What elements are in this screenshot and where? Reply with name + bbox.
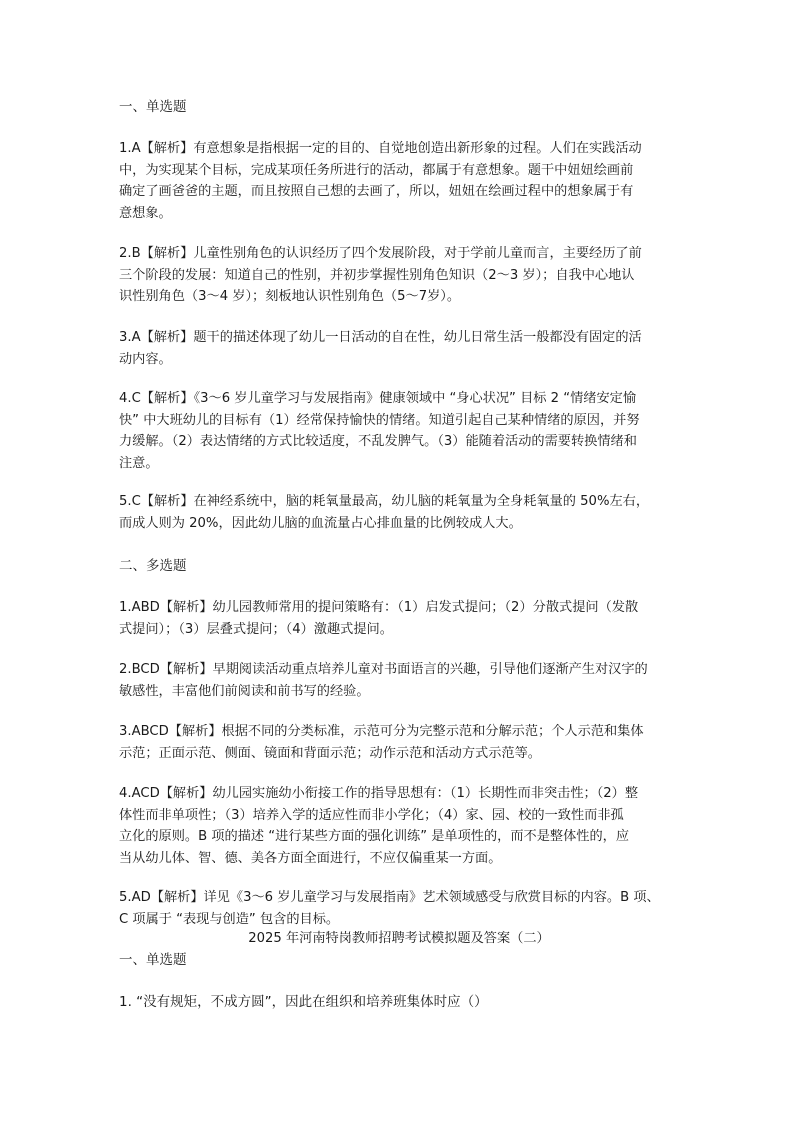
section-heading-multiple-choice: 二、多选题 bbox=[119, 558, 187, 574]
answer-line: C 项属于 “表现与创造” 包含的目标。 bbox=[119, 911, 340, 927]
answer-line: 快” 中大班幼儿的目标有（1）经常保持愉快的情绪。知道引起自己某种情绪的原因，并努 bbox=[119, 412, 640, 428]
answer-line: 识性别角色（3～4 岁）；刻板地认识性别角色（5～7岁）。 bbox=[119, 289, 461, 304]
answer-line: 4.ACD【解析】幼儿园实施幼小衔接工作的指导思想有：（1）长期性而非突击性；（2）整 bbox=[119, 786, 639, 801]
answer-line: 当从幼儿体、智、德、美各方面全面进行，不应仅偏重某一方面。 bbox=[119, 850, 502, 866]
answer-line: 2.B【解析】儿童性别角色的认识经历了四个发展阶段，对于学前儿童而言，主要经历了前 bbox=[119, 246, 642, 261]
answer-line: 3.A【解析】题干的描述体现了幼儿一日活动的自在性，幼儿日常生活一般都没有固定的活 bbox=[119, 330, 642, 345]
answer-multi-5 bbox=[119, 887, 679, 930]
answer-multi-2 bbox=[119, 659, 679, 702]
answer-line: 式提问）；（3）层叠式提问；（4）激趣式提问。 bbox=[119, 621, 393, 637]
section-heading-single-choice: 一、单选题 bbox=[119, 99, 187, 115]
answer-multi-4 bbox=[119, 783, 679, 869]
answer-multi-3 bbox=[119, 721, 679, 764]
answer-line: 3.ABCD【解析】根据不同的分类标准，示范可分为完整示范和分解示范；个人示范和集体 bbox=[119, 724, 644, 739]
section-heading-single-choice-2: 一、单选题 bbox=[119, 952, 187, 968]
answer-line: 5.C【解析】在神经系统中，脑的耗氧量最高，幼儿脑的耗氧量为全身耗氧量的 50%左右， bbox=[119, 494, 650, 509]
answer-line: 2.BCD【解析】早期阅读活动重点培养儿童对书面语言的兴趣，引导他们逐渐产生对汉字的 bbox=[119, 662, 648, 677]
answer-line: 确定了画爸爸的主题，而且按照自己想的去画了，所以，妞妞在绘画过程中的想象属于有 bbox=[119, 184, 634, 199]
answer-line: 三个阶段的发展：知道自己的性别，并初步掌握性别角色知识（2～3 岁）；自我中心地认 bbox=[119, 267, 635, 283]
answer-multi-1 bbox=[119, 597, 679, 640]
answer-line: 力缓解。（2）表达情绪的方式比较适度，不乱发脾气。（3）能随着活动的需要转换情绪和 bbox=[119, 434, 637, 449]
exam-title: 2025 年河南特岗教师招聘考试模拟题及答案（二） bbox=[248, 931, 550, 946]
answer-line: 1.A【解析】有意想象是指根据一定的目的、自觉地创造出新形象的过程。人们在实践活动 bbox=[119, 141, 642, 156]
answer-line: 动内容。 bbox=[119, 351, 172, 367]
answer-single-2 bbox=[119, 243, 679, 308]
answer-line: 中，为实现某个目标，完成某项任务所进行的活动，都属于有意想象。题干中妞妞绘画前 bbox=[119, 162, 634, 178]
answer-line: 1.ABD【解析】幼儿园教师常用的提问策略有：（1）启发式提问；（2）分散式提问（发散 bbox=[119, 600, 639, 615]
answer-single-1 bbox=[119, 138, 679, 224]
answer-single-4 bbox=[119, 388, 679, 474]
answer-line: 注意。 bbox=[119, 455, 159, 471]
answer-single-3 bbox=[119, 327, 679, 370]
answer-line: 立化的原则。B 项的描述 “进行某些方面的强化训练” 是单项性的，而不是整体性的，应 bbox=[119, 829, 630, 844]
answer-line: 意想象。 bbox=[119, 205, 172, 221]
answer-line: 体性而非单项性；（3）培养入学的适应性而非小学化；（4）家、园、校的一致性而非孤 bbox=[119, 807, 624, 823]
answer-line: 敏感性，丰富他们前阅读和前书写的经验。 bbox=[119, 683, 370, 699]
answer-single-5 bbox=[119, 491, 679, 534]
answer-line: 示范；正面示范、侧面、镜面和背面示范；动作示范和活动方式示范等。 bbox=[119, 745, 541, 761]
question-1: 1. “没有规矩，不成方圆”，因此在组织和培养班集体时应（） bbox=[119, 994, 488, 1010]
answer-line: 4.C【解析】《3～6 岁儿童学习与发展指南》健康领域中 “身心状况” 目标 2 “情绪安定愉 bbox=[119, 391, 637, 406]
answer-line: 5.AD【解析】详见《3～6 岁儿童学习与发展指南》艺术领域感受与欣赏目标的内容。B 项、 bbox=[119, 890, 660, 905]
answer-line: 而成人则为 20%，因此幼儿脑的血流量占心排血量的比例较成人大。 bbox=[119, 515, 522, 531]
